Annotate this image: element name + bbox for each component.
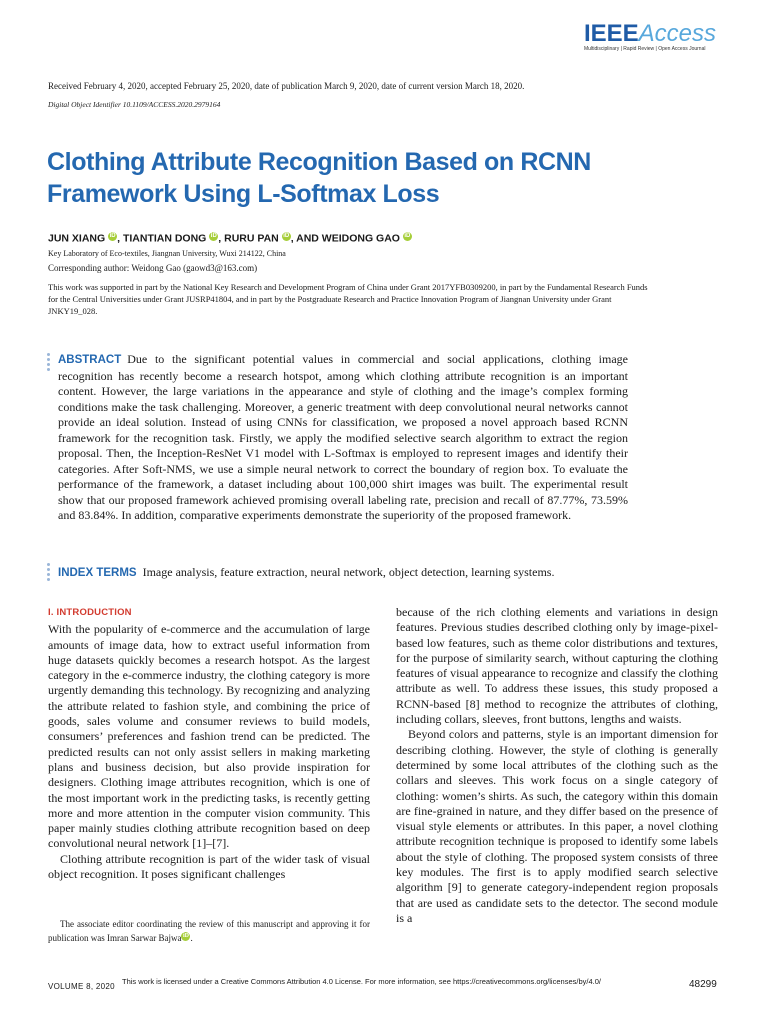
affiliation: Key Laboratory of Eco-textiles, Jiangnan University, Wuxi 214122, China [48,249,286,258]
orcid-icon[interactable]: iD [210,233,217,239]
section-heading: I. INTRODUCTION [48,607,132,618]
logo-ieee-text: IEEE [583,20,639,47]
received-dates: Received February 4, 2020, accepted February 25, 2020, date of publication March 9, 2020, date of current version March 18, 2020. [48,81,525,91]
author-list [48,232,412,245]
index-terms [58,565,658,580]
column-left [48,605,370,882]
paragraph: With the popularity of e-commerce and the accumulation of large amounts of image data, how to extract useful information from huge datasets quickly becomes a research hotspot. As the largest category in the e-commerce industry, the clothing category is more urgently demanding this technology. By recognizing and analyzing the attribute related to fashion style, and combining the price of goods, sales volume and consumer reviews to build models, consumers’ preferences and fashion trend can be predicted. The predicted results can not only assist sellers in making marketing plans and business decision, but also provide inspiration for designers. Clothing image attributes recognition, which is one of the most important work in the predicting tasks, is recently getting more and more attention in the computer vision community. This paper mainly studies clothing attribute recognition based on deep convolutional neural network [1]–[7]. [48,622,370,851]
page-number: 48299 [689,979,717,990]
author-3: , RURU PAN [218,232,279,245]
logo-tagline: Multidisciplinary | Rapid Review | Open Access Journal [583,46,706,52]
index-terms-text: Image analysis, feature extraction, neural network, object detection, learning systems. [142,565,555,579]
title-line-2: Framework Using L-Softmax Loss [47,180,440,208]
abstract-heading: ABSTRACT [58,354,122,366]
paragraph: Clothing attribute recognition is part of the wider task of visual object recognition. It poses significant challenges [48,851,370,882]
abstract-text: Due to the significant potential values in commercial and social applications, clothing image recognition has recently become a research hotspot, among which clothing attribute recognition is an important content. However, the large variations in the appearance and style of clothing and the image’s complex forming conditions make the task challenging. Moreover, a generic treatment with deep convolutional neural networks cannot provide an ideal solution. Instead of using CNNs for classification, we proposed a novel approach based RCNN framework for the recognition task. Firstly, we apply the modified selective search algorithm to extract the region proposal. Then, the Inception-ResNet V1 model with L-Softmax is employed to represent images and identify their categories. After Soft-NMS, we use a simple neural network to correct the boundary of region box. To evaluate the performance of the framework, a dataset including about 100,000 shirt images was built. The experimental result show that our proposed framework achieved promising overall labeling rate, precision and recall of 87.77%, 73.59% and 83.84%. In addition, comparative experiments demonstrate the superiority of the proposed framework. [58,352,628,522]
author-2: , TIANTIAN DONG [117,232,207,245]
author-4: , AND WEIDONG GAO [290,232,400,245]
footnote: The associate editor coordinating the review of this manuscript and approving it for publication was Imran Sarwar Bajwa iD . [48,919,370,943]
abstract-marker-icon [47,353,51,373]
footer-license: This work is licensed under a Creative Commons Attribution 4.0 License. For more information, see https://creativecommons.org/licenses/by/4.0/ [122,977,601,986]
author-1: JUN XIANG [48,232,106,245]
corresponding-author: Corresponding author: Weidong Gao (gaowd3@163.com) [48,263,258,273]
funding-statement: This work was supported in part by the National Key Research and Development Program of China under Grant 2017YFB0309200, in part by the Fundamental Research Funds for the Central Universities under Grant JUSRP41804, and in part by the Postgraduate Research and Practice Innovation Program of Jiangnan University under Grant JNKY19_028. [48,282,648,316]
orcid-icon[interactable]: iD [182,933,189,939]
paper-title [47,146,727,210]
orcid-icon[interactable]: iD [109,233,116,239]
footnote-text: The associate editor coordinating the review of this manuscript and approving it for publication was Imran Sarwar Bajwa [48,919,370,943]
paragraph: Beyond colors and patterns, style is an important dimension for describing clothing. However, the style of clothing is generally determined by some local attributes of the clothing such as the collars and sleeves. This work focus on a single category of clothing: women’s shirts. As such, the category within this domain are fine-grained in nature, and they differ based on the presence of visual style elements or attributes. In this paper, a novel clothing attribute recognition technique is proposed to identify some labels about the style of clothing. The proposed system consists of three key modules. The first is to apply modified search selective algorithm [9] to generate category-independent region proposals that are used as candidate sets to the detector. The second module is a [396,727,718,925]
orcid-icon[interactable]: iD [404,233,411,239]
index-terms-marker-icon [47,563,51,583]
column-right [396,605,718,926]
index-terms-heading: INDEX TERMS [58,567,137,579]
doi: Digital Object Identifier 10.1109/ACCESS.2020.2979164 [48,100,221,109]
orcid-icon[interactable]: iD [283,233,290,239]
abstract [58,352,628,524]
title-line-1: Clothing Attribute Recognition Based on RCNN [47,148,591,176]
journal-logo [584,20,716,52]
logo-access-text: Access [638,20,716,47]
paragraph: because of the rich clothing elements and variations in design features. Previous studies described clothing only by image-pixel-based low features, such as theme color distributions and textures, for the purpose of similarity search, without capturing the clothing features of visual appearance to recognize and classify the clothing attribute as well. To address these issues, this study proposed a RCNN-based [8] method to recognize the attributes of clothing, including collars, sleeves, front buttons, lengths and waists. [396,605,718,727]
footer-volume: VOLUME 8, 2020 [48,982,115,991]
